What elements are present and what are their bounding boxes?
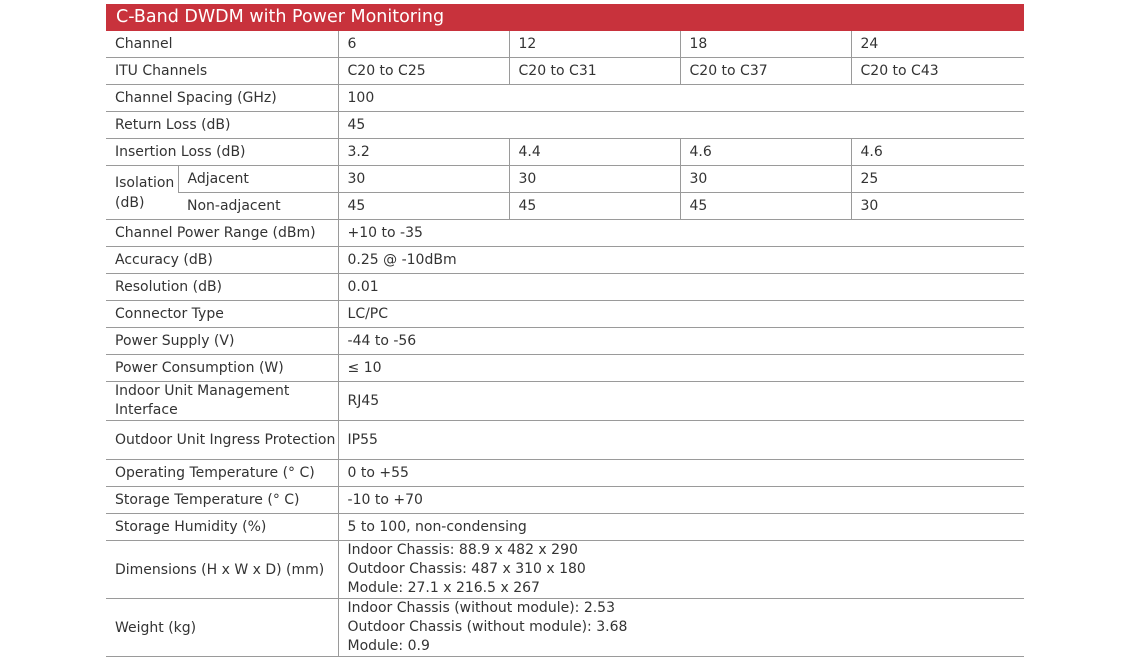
row-label: Accuracy (dB) — [106, 247, 338, 274]
table-cell: 45 — [338, 112, 1024, 139]
row-label: Dimensions (H x W x D) (mm) — [106, 541, 338, 599]
spec-table — [106, 31, 1024, 657]
weight-line: Outdoor Chassis (without module): 3.68 — [347, 619, 628, 635]
table-row — [106, 460, 1024, 487]
table-cell: 30 — [338, 166, 509, 193]
row-label: Operating Temperature (° C) — [106, 460, 338, 487]
table-cell: C20 to C25 — [338, 58, 509, 85]
table-row — [106, 247, 1024, 274]
table-row — [106, 487, 1024, 514]
row-label: Storage Temperature (° C) — [106, 487, 338, 514]
table-cell: 25 — [851, 166, 1024, 193]
table-cell — [338, 599, 1024, 657]
table-cell: 30 — [851, 193, 1024, 220]
row-label: Resolution (dB) — [106, 274, 338, 301]
row-label: Channel — [106, 31, 338, 58]
table-row — [106, 139, 1024, 166]
table-cell: 18 — [680, 31, 851, 58]
table-cell: +10 to -35 — [338, 220, 1024, 247]
sub-label: Non-adjacent — [178, 193, 338, 220]
table-cell: C20 to C37 — [680, 58, 851, 85]
table-row — [106, 599, 1024, 657]
table-cell: 6 — [338, 31, 509, 58]
table-row — [106, 58, 1024, 85]
row-label: ITU Channels — [106, 58, 338, 85]
table-cell: 30 — [680, 166, 851, 193]
row-label: Weight (kg) — [106, 599, 338, 657]
table-row — [106, 301, 1024, 328]
table-cell: 5 to 100, non-condensing — [338, 514, 1024, 541]
table-cell: -10 to +70 — [338, 487, 1024, 514]
table-row — [106, 514, 1024, 541]
table-cell: 45 — [509, 193, 680, 220]
table-row — [106, 220, 1024, 247]
table-cell: 0 to +55 — [338, 460, 1024, 487]
row-label: Channel Power Range (dBm) — [106, 220, 338, 247]
table-cell: 45 — [680, 193, 851, 220]
table-title: C-Band DWDM with Power Monitoring — [106, 4, 1024, 31]
row-label: Power Supply (V) — [106, 328, 338, 355]
table-cell: RJ45 — [338, 382, 1024, 421]
table-cell: C20 to C31 — [509, 58, 680, 85]
table-cell: 0.25 @ -10dBm — [338, 247, 1024, 274]
table-cell: C20 to C43 — [851, 58, 1024, 85]
table-cell: -44 to -56 — [338, 328, 1024, 355]
table-row — [106, 274, 1024, 301]
table-row — [106, 382, 1024, 421]
table-cell: 24 — [851, 31, 1024, 58]
weight-line: Indoor Chassis (without module): 2.53 — [347, 600, 615, 616]
table-row — [106, 355, 1024, 382]
table-row — [106, 166, 1024, 193]
table-cell: 4.6 — [680, 139, 851, 166]
table-cell: 30 — [509, 166, 680, 193]
row-label: Indoor Unit Management Interface — [106, 382, 338, 421]
table-row — [106, 541, 1024, 599]
dimension-line: Indoor Chassis: 88.9 x 482 x 290 — [347, 542, 578, 558]
table-row — [106, 112, 1024, 139]
table-cell: 4.6 — [851, 139, 1024, 166]
row-label: Power Consumption (W) — [106, 355, 338, 382]
dimension-line: Module: 27.1 x 216.5 x 267 — [347, 580, 540, 596]
table-cell: LC/PC — [338, 301, 1024, 328]
row-label: Return Loss (dB) — [106, 112, 338, 139]
row-label: Isolation (dB) — [106, 166, 178, 220]
row-label: Storage Humidity (%) — [106, 514, 338, 541]
table-cell — [338, 541, 1024, 599]
table-cell: 100 — [338, 85, 1024, 112]
dimension-line: Outdoor Chassis: 487 x 310 x 180 — [347, 561, 586, 577]
row-label: Channel Spacing (GHz) — [106, 85, 338, 112]
sub-label: Adjacent — [178, 166, 338, 193]
table-cell: 0.01 — [338, 274, 1024, 301]
spec-sheet — [106, 4, 1024, 657]
table-cell: ≤ 10 — [338, 355, 1024, 382]
table-row — [106, 421, 1024, 460]
table-cell: 45 — [338, 193, 509, 220]
weight-line: Module: 0.9 — [347, 638, 430, 654]
table-row — [106, 85, 1024, 112]
table-cell: 12 — [509, 31, 680, 58]
row-label: Connector Type — [106, 301, 338, 328]
table-row — [106, 31, 1024, 58]
table-cell: 3.2 — [338, 139, 509, 166]
table-row — [106, 193, 1024, 220]
table-cell: IP55 — [338, 421, 1024, 460]
table-cell: 4.4 — [509, 139, 680, 166]
row-label: Insertion Loss (dB) — [106, 139, 338, 166]
row-label: Outdoor Unit Ingress Protection — [106, 421, 338, 460]
table-row — [106, 328, 1024, 355]
